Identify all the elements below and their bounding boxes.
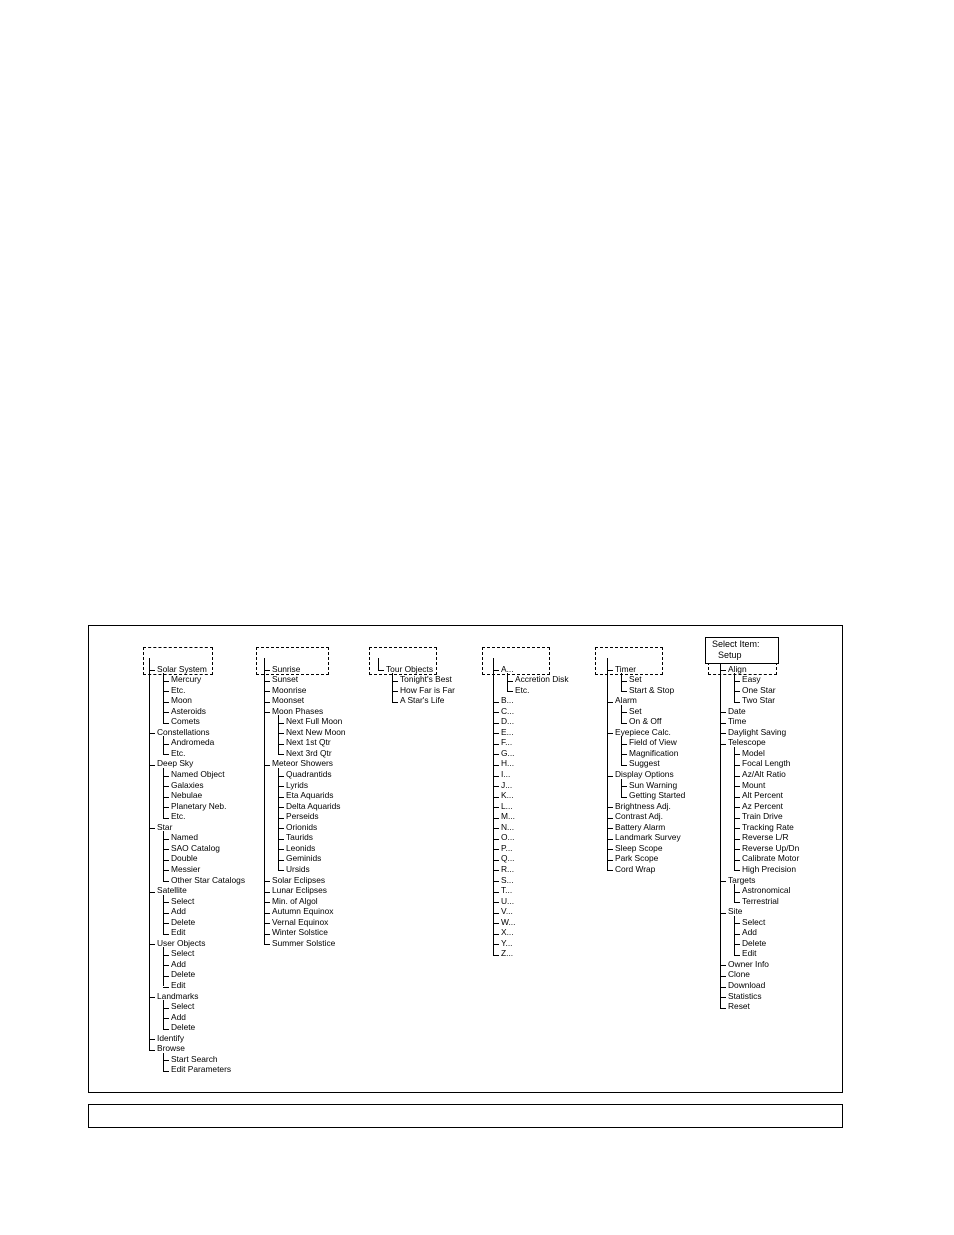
- tour-subitem[interactable]: How Far is Far: [400, 684, 455, 695]
- events-item[interactable]: Vernal Equinox: [272, 916, 329, 927]
- tour-subitem[interactable]: A Star's Life: [400, 695, 445, 706]
- glossary-item[interactable]: B...: [501, 695, 514, 706]
- branch-line: [621, 673, 622, 691]
- tree-connector: [621, 691, 627, 692]
- events-item[interactable]: Lunar Eclipses: [272, 885, 327, 896]
- utilities-item[interactable]: Alarm: [615, 695, 637, 706]
- tree-connector: [163, 754, 169, 755]
- glossary-item[interactable]: J...: [501, 779, 513, 790]
- catalog-subitem[interactable]: Messier: [171, 863, 201, 874]
- events-item[interactable]: Moon Phases: [272, 705, 324, 716]
- setup-item[interactable]: Clone: [728, 969, 750, 980]
- events-item[interactable]: Autumn Equinox: [272, 906, 334, 917]
- glossary-item[interactable]: C...: [501, 705, 515, 716]
- tree-connector: [378, 670, 384, 671]
- events-item[interactable]: Sunrise: [272, 663, 301, 674]
- utilities-subitem[interactable]: Getting Started: [629, 790, 686, 801]
- setup-subitem[interactable]: Reverse Up/Dn: [742, 842, 800, 853]
- setup-subitem[interactable]: Reverse L/R: [742, 832, 789, 843]
- events-subitem[interactable]: Next 3rd Qtr: [286, 747, 332, 758]
- utilities-item[interactable]: Timer: [615, 663, 637, 674]
- bottom-bar: [88, 1104, 843, 1128]
- events-subitem[interactable]: Orionids: [286, 821, 318, 832]
- setup-subitem[interactable]: Edit: [742, 948, 757, 959]
- setup-subitem[interactable]: Terrestrial: [742, 895, 779, 906]
- glossary-item[interactable]: D...: [501, 716, 515, 727]
- tree-connector: [163, 818, 169, 819]
- glossary-item[interactable]: A...: [501, 663, 514, 674]
- tree-connector: [163, 723, 169, 724]
- branch-line: [734, 673, 735, 702]
- events-item[interactable]: Moonrise: [272, 684, 307, 695]
- glossary-item[interactable]: L...: [501, 800, 513, 811]
- catalog-item[interactable]: Deep Sky: [157, 758, 194, 769]
- catalog-trunk-line: [149, 658, 150, 1050]
- tree-connector: [734, 902, 740, 903]
- events-subitem[interactable]: Geminids: [286, 853, 322, 864]
- glossary-item[interactable]: I...: [501, 769, 511, 779]
- branch-line: [163, 947, 164, 986]
- setup-subitem[interactable]: Az Percent: [742, 800, 783, 811]
- glossary-item[interactable]: V...: [501, 906, 513, 917]
- catalog-subitem[interactable]: Add: [171, 906, 186, 917]
- branch-line: [163, 1053, 164, 1071]
- setup-subitem[interactable]: Mount: [742, 779, 766, 790]
- tree-connector: [720, 1008, 726, 1009]
- catalog-subitem[interactable]: Delete: [171, 969, 196, 980]
- catalog-subitem[interactable]: Delete: [171, 916, 196, 927]
- catalog-subitem[interactable]: Edit Parameters: [171, 1064, 232, 1075]
- catalog-subitem[interactable]: Select: [171, 1001, 195, 1012]
- menu-tree-frame: [88, 625, 843, 1093]
- setup-subitem[interactable]: Calibrate Motor: [742, 853, 800, 864]
- tree-connector: [149, 1050, 155, 1051]
- glossary-subitem[interactable]: Etc.: [515, 684, 530, 695]
- branch-line: [734, 916, 735, 955]
- branch-line: [163, 895, 164, 934]
- catalog-item[interactable]: Star: [157, 821, 173, 832]
- branch-line: [621, 779, 622, 797]
- setup-subitem[interactable]: Train Drive: [742, 811, 783, 822]
- tree-connector: [264, 944, 270, 945]
- events-subitem[interactable]: Lyrids: [286, 779, 309, 790]
- catalog-subitem[interactable]: Andromeda: [171, 737, 215, 748]
- branch-line: [163, 831, 164, 881]
- branch-line: [163, 736, 164, 754]
- utilities-item[interactable]: Park Scope: [615, 853, 659, 864]
- setup-item[interactable]: Date: [728, 705, 746, 716]
- tree-connector: [278, 754, 284, 755]
- catalog-subitem[interactable]: Planetary Neb.: [171, 800, 227, 811]
- utilities-item[interactable]: Cord Wrap: [615, 863, 656, 874]
- events-item[interactable]: Summer Solstice: [272, 937, 336, 948]
- catalog-subitem[interactable]: SAO Catalog: [171, 842, 220, 853]
- tree-connector: [163, 934, 169, 935]
- catalog-subitem[interactable]: Moon: [171, 695, 192, 706]
- utilities-subitem[interactable]: Set: [629, 674, 642, 685]
- utilities-trunk-line: [607, 658, 608, 870]
- setup-item[interactable]: Time: [728, 716, 747, 727]
- tree-connector: [734, 870, 740, 871]
- setup-item[interactable]: Owner Info: [728, 958, 769, 969]
- tree-connector: [163, 1029, 169, 1030]
- tree-connector: [734, 955, 740, 956]
- setup-subitem[interactable]: Astronomical: [742, 885, 791, 896]
- branch-line: [163, 1000, 164, 1029]
- setup-subitem[interactable]: Select: [742, 916, 766, 927]
- catalog-subitem[interactable]: Asteroids: [171, 705, 206, 716]
- utilities-item[interactable]: Brightness Adj.: [615, 800, 671, 811]
- catalog-item[interactable]: Constellations: [157, 726, 210, 737]
- setup-subitem[interactable]: High Precision: [742, 863, 796, 874]
- tour-subitem[interactable]: Tonight's Best: [400, 674, 452, 685]
- setup-item[interactable]: Reset: [728, 1001, 750, 1012]
- branch-line: [507, 673, 508, 691]
- glossary-item[interactable]: M...: [501, 811, 515, 822]
- catalog-subitem[interactable]: Double: [171, 853, 198, 864]
- catalog-subitem[interactable]: Comets: [171, 716, 200, 727]
- events-trunk-line: [264, 658, 265, 944]
- glossary-item[interactable]: F...: [501, 737, 513, 748]
- utilities-item[interactable]: Battery Alarm: [615, 821, 666, 832]
- events-item[interactable]: Moonset: [272, 695, 305, 706]
- glossary-item[interactable]: K...: [501, 790, 514, 801]
- catalog-subitem[interactable]: Etc.: [171, 684, 186, 695]
- tree-connector: [621, 797, 627, 798]
- setup-item[interactable]: Statistics: [728, 990, 762, 1001]
- catalog-subitem[interactable]: Start Search: [171, 1053, 218, 1064]
- utilities-item[interactable]: Eyepiece Calc.: [615, 726, 671, 737]
- utilities-item[interactable]: Contrast Adj.: [615, 811, 663, 822]
- branch-line: [163, 768, 164, 818]
- tour-trunk-line: [378, 658, 379, 670]
- tree-connector: [621, 723, 627, 724]
- utilities-item[interactable]: Landmark Survey: [615, 832, 681, 843]
- tree-connector: [493, 955, 499, 956]
- tree-connector: [163, 1071, 169, 1072]
- setup-subitem[interactable]: Focal Length: [742, 758, 791, 769]
- tree-connector: [278, 870, 284, 871]
- setup-subitem[interactable]: One Star: [742, 684, 776, 695]
- catalog-subitem[interactable]: Galaxies: [171, 779, 204, 790]
- events-subitem[interactable]: Delta Aquarids: [286, 800, 341, 811]
- glossary-item[interactable]: Z...: [501, 948, 514, 959]
- utilities-subitem[interactable]: Set: [629, 705, 642, 716]
- catalog-subitem[interactable]: Edit: [171, 927, 186, 938]
- glossary-item[interactable]: S...: [501, 874, 514, 885]
- setup-subitem[interactable]: Tracking Rate: [742, 821, 794, 832]
- setup-item[interactable]: Site: [728, 906, 743, 917]
- glossary-item[interactable]: W...: [501, 916, 516, 927]
- catalog-subitem[interactable]: Etc.: [171, 747, 186, 758]
- glossary-item[interactable]: U...: [501, 895, 515, 906]
- glossary-item[interactable]: T...: [501, 885, 513, 896]
- utilities-subitem[interactable]: Field of View: [629, 737, 677, 748]
- tree-connector: [507, 691, 513, 692]
- catalog-subitem[interactable]: Edit: [171, 980, 186, 990]
- catalog-subitem[interactable]: Add: [171, 958, 186, 969]
- setup-subitem[interactable]: Delete: [742, 937, 767, 948]
- utilities-subitem[interactable]: Suggest: [629, 758, 660, 769]
- catalog-item[interactable]: Solar System: [157, 663, 207, 674]
- setup-item[interactable]: Daylight Saving: [728, 726, 787, 737]
- branch-line: [278, 768, 279, 871]
- utilities-subitem[interactable]: Sun Warning: [629, 779, 678, 790]
- tour-item[interactable]: Tour Objects: [386, 663, 434, 674]
- catalog-subitem[interactable]: Delete: [171, 1022, 196, 1033]
- catalog-subitem[interactable]: Etc.: [171, 811, 186, 822]
- glossary-subitem[interactable]: Accretion Disk: [515, 674, 569, 685]
- setup-subitem[interactable]: Model: [742, 747, 765, 758]
- select-item-label: Select Item:: [712, 639, 760, 649]
- setup-trunk-line: [720, 658, 721, 1008]
- utilities-subitem[interactable]: Start & Stop: [629, 684, 675, 695]
- catalog-item[interactable]: Satellite: [157, 885, 187, 896]
- glossary-item[interactable]: O...: [501, 832, 515, 843]
- catalog-item[interactable]: Browse: [157, 1043, 185, 1054]
- glossary-item[interactable]: Y...: [501, 937, 513, 948]
- glossary-item[interactable]: G...: [501, 747, 515, 758]
- tree-connector: [621, 765, 627, 766]
- events-subitem[interactable]: Eta Aquarids: [286, 790, 334, 801]
- tree-connector: [163, 881, 169, 882]
- catalog-subitem[interactable]: Mercury: [171, 674, 202, 685]
- select-item-value: Setup: [718, 650, 742, 660]
- glossary-item[interactable]: H...: [501, 758, 515, 769]
- branch-line: [734, 884, 735, 902]
- catalog-subitem[interactable]: Nebulae: [171, 790, 203, 801]
- setup-subitem[interactable]: Add: [742, 927, 757, 938]
- glossary-item[interactable]: N...: [501, 821, 515, 832]
- events-item[interactable]: Sunset: [272, 674, 299, 685]
- branch-line: [621, 705, 622, 723]
- branch-line: [392, 673, 393, 702]
- events-subitem[interactable]: Ursids: [286, 863, 310, 874]
- setup-subitem[interactable]: Alt Percent: [742, 790, 783, 801]
- events-subitem[interactable]: Perseids: [286, 811, 319, 822]
- tree-connector: [607, 870, 613, 871]
- catalog-item[interactable]: Identify: [157, 1032, 185, 1043]
- catalog-item[interactable]: User Objects: [157, 937, 206, 948]
- events-item[interactable]: Winter Solstice: [272, 927, 328, 938]
- events-item[interactable]: Solar Eclipses: [272, 874, 326, 885]
- branch-line: [278, 715, 279, 754]
- branch-line: [621, 736, 622, 765]
- setup-subitem[interactable]: Easy: [742, 674, 761, 685]
- setup-item[interactable]: Targets: [728, 874, 756, 885]
- catalog-subitem[interactable]: Other Star Catalogs: [171, 874, 246, 885]
- events-subitem[interactable]: Taurids: [286, 832, 313, 843]
- events-subitem[interactable]: Quadrantids: [286, 769, 332, 779]
- catalog-item[interactable]: Landmarks: [157, 990, 199, 1001]
- setup-item[interactable]: Download: [728, 980, 766, 990]
- setup-subitem[interactable]: Az/Alt Ratio: [742, 769, 786, 779]
- events-subitem[interactable]: Next Full Moon: [286, 716, 343, 727]
- glossary-trunk-line: [493, 658, 494, 955]
- catalog-subitem[interactable]: Add: [171, 1011, 186, 1022]
- select-item-header: [705, 637, 779, 664]
- events-subitem[interactable]: Next New Moon: [286, 726, 346, 737]
- branch-line: [163, 673, 164, 723]
- glossary-item[interactable]: E...: [501, 726, 514, 737]
- setup-subitem[interactable]: Two Star: [742, 695, 776, 706]
- utilities-subitem[interactable]: On & Off: [629, 716, 662, 727]
- glossary-item[interactable]: Q...: [501, 853, 515, 864]
- events-subitem[interactable]: Leonids: [286, 842, 316, 853]
- glossary-item[interactable]: R...: [501, 863, 515, 874]
- catalog-subitem[interactable]: Named Object: [171, 769, 225, 779]
- setup-item[interactable]: Telescope: [728, 737, 766, 748]
- tree-connector: [734, 702, 740, 703]
- setup-item[interactable]: Align: [728, 663, 747, 674]
- events-item[interactable]: Meteor Showers: [272, 758, 333, 769]
- utilities-item[interactable]: Display Options: [615, 769, 674, 779]
- branch-line: [734, 747, 735, 871]
- events-item[interactable]: Min. of Algol: [272, 895, 318, 906]
- catalog-subitem[interactable]: Select: [171, 948, 195, 959]
- tree-connector: [163, 987, 169, 988]
- catalog-subitem[interactable]: Named: [171, 832, 198, 843]
- utilities-item[interactable]: Sleep Scope: [615, 842, 663, 853]
- glossary-item[interactable]: P...: [501, 842, 513, 853]
- events-subitem[interactable]: Next 1st Qtr: [286, 737, 331, 748]
- glossary-item[interactable]: X...: [501, 927, 514, 938]
- utilities-subitem[interactable]: Magnification: [629, 747, 679, 758]
- tree-connector: [392, 702, 398, 703]
- catalog-subitem[interactable]: Select: [171, 895, 195, 906]
